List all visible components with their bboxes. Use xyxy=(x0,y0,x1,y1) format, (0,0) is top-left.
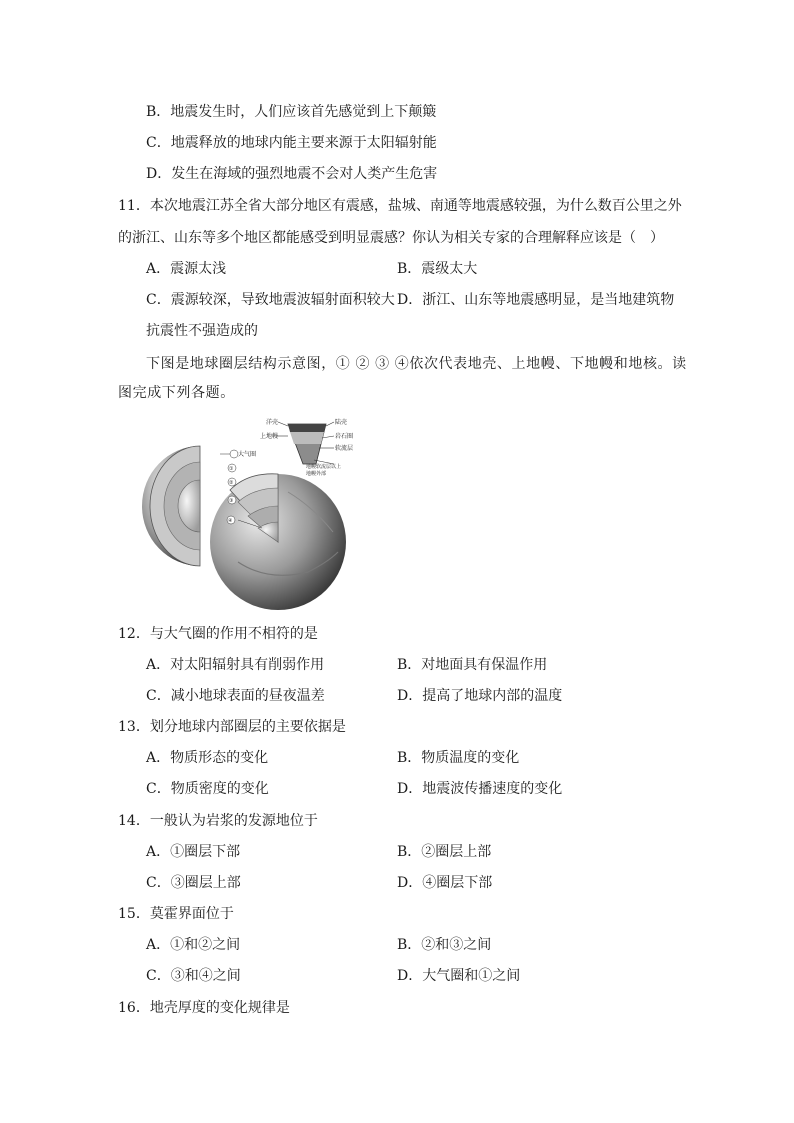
q11-stem-line2: 的浙江、山东等多个地区都能感受到明显震感？你认为相关专家的合理解释应该是（ ） xyxy=(118,230,664,246)
q14-option-a: A．①圈层下部 xyxy=(146,844,241,860)
q11-option-d: D．浙江、山东等地震感明显，是当地建筑物 xyxy=(397,292,675,308)
q11-option-d-cont: 抗震性不强造成的 xyxy=(146,323,258,339)
q11-option-b: B．震级太大 xyxy=(397,261,478,277)
crust-inset xyxy=(276,422,334,464)
q11-stem-line1: 11．本次地震江苏全省大部分地区有震感，盐城、南通等地震感较强，为什么数百公里之外 xyxy=(118,198,682,214)
label-lithosphere: 岩石圈 xyxy=(335,433,354,440)
q13-stem: 13．划分地球内部圈层的主要依据是 xyxy=(118,719,346,735)
q11-option-a: A．震源太浅 xyxy=(146,261,227,277)
q13-option-c: C．物质密度的变化 xyxy=(146,781,269,797)
label-layer-2: ② xyxy=(229,480,234,486)
prev-option-b: B．地震发生时，人们应该首先感觉到上下颠簸 xyxy=(146,104,437,120)
label-continental-crust: 陆壳 xyxy=(335,419,348,426)
figure-intro-line2: 图完成下列各题。 xyxy=(118,385,235,401)
q12-option-c: C．减小地球表面的昼夜温差 xyxy=(146,688,325,704)
right-sphere xyxy=(210,474,346,610)
label-upper-mantle: 上地幔 xyxy=(260,433,279,440)
q12-option-d: D．提高了地球内部的温度 xyxy=(397,688,563,704)
label-ocean-crust: 洋壳 xyxy=(266,419,279,426)
q14-option-b: B．②圈层上部 xyxy=(397,844,492,860)
q13-option-a: A．物质形态的变化 xyxy=(146,750,269,766)
q15-stem: 15．莫霍界面位于 xyxy=(118,906,234,922)
label-layer-4: ④ xyxy=(228,518,233,524)
q16-stem: 16．地壳厚度的变化规律是 xyxy=(118,1000,290,1016)
q15-option-c: C．③和④之间 xyxy=(146,968,241,984)
q14-stem: 14．一般认为岩浆的发源地位于 xyxy=(118,813,318,829)
label-inset-note1: 地幔软流层以上 xyxy=(306,464,342,470)
q15-option-a: A．①和②之间 xyxy=(146,937,241,953)
q15-option-b: B．②和③之间 xyxy=(397,937,492,953)
earth-structure-figure xyxy=(138,412,370,612)
q12-stem: 12．与大气圈的作用不相符的是 xyxy=(118,626,318,642)
prev-option-d: D．发生在海域的强烈地震不会对人类产生危害 xyxy=(146,166,438,182)
q14-option-c: C．③圈层上部 xyxy=(146,875,241,891)
q12-option-a: A．对太阳辐射具有削弱作用 xyxy=(146,657,325,673)
q11-option-c: C．震源较深，导致地震波辐射面积较大 xyxy=(146,292,395,308)
q14-option-d: D．④圈层下部 xyxy=(397,875,493,891)
q13-option-b: B．物质温度的变化 xyxy=(397,750,520,766)
label-layer-3: ③ xyxy=(229,498,234,504)
figure-intro-line1: 下图是地球圈层结构示意图，① ② ③ ④依次代表地壳、上地幔、下地幔和地核。读 xyxy=(146,356,687,372)
earth-diagram xyxy=(138,412,370,612)
label-atmosphere: 大气圈 xyxy=(238,451,257,458)
label-asthenosphere: 软流层 xyxy=(335,445,354,452)
left-hemisphere xyxy=(142,446,200,566)
q12-option-b: B．对地面具有保温作用 xyxy=(397,657,548,673)
q13-option-d: D．地震波传播速度的变化 xyxy=(397,781,563,797)
q15-option-d: D．大气圈和①之间 xyxy=(397,968,521,984)
label-inset-note2: 地幔外部 xyxy=(306,471,327,477)
prev-option-c: C．地震释放的地球内能主要来源于太阳辐射能 xyxy=(146,135,437,151)
label-layer-1: ① xyxy=(229,466,234,472)
